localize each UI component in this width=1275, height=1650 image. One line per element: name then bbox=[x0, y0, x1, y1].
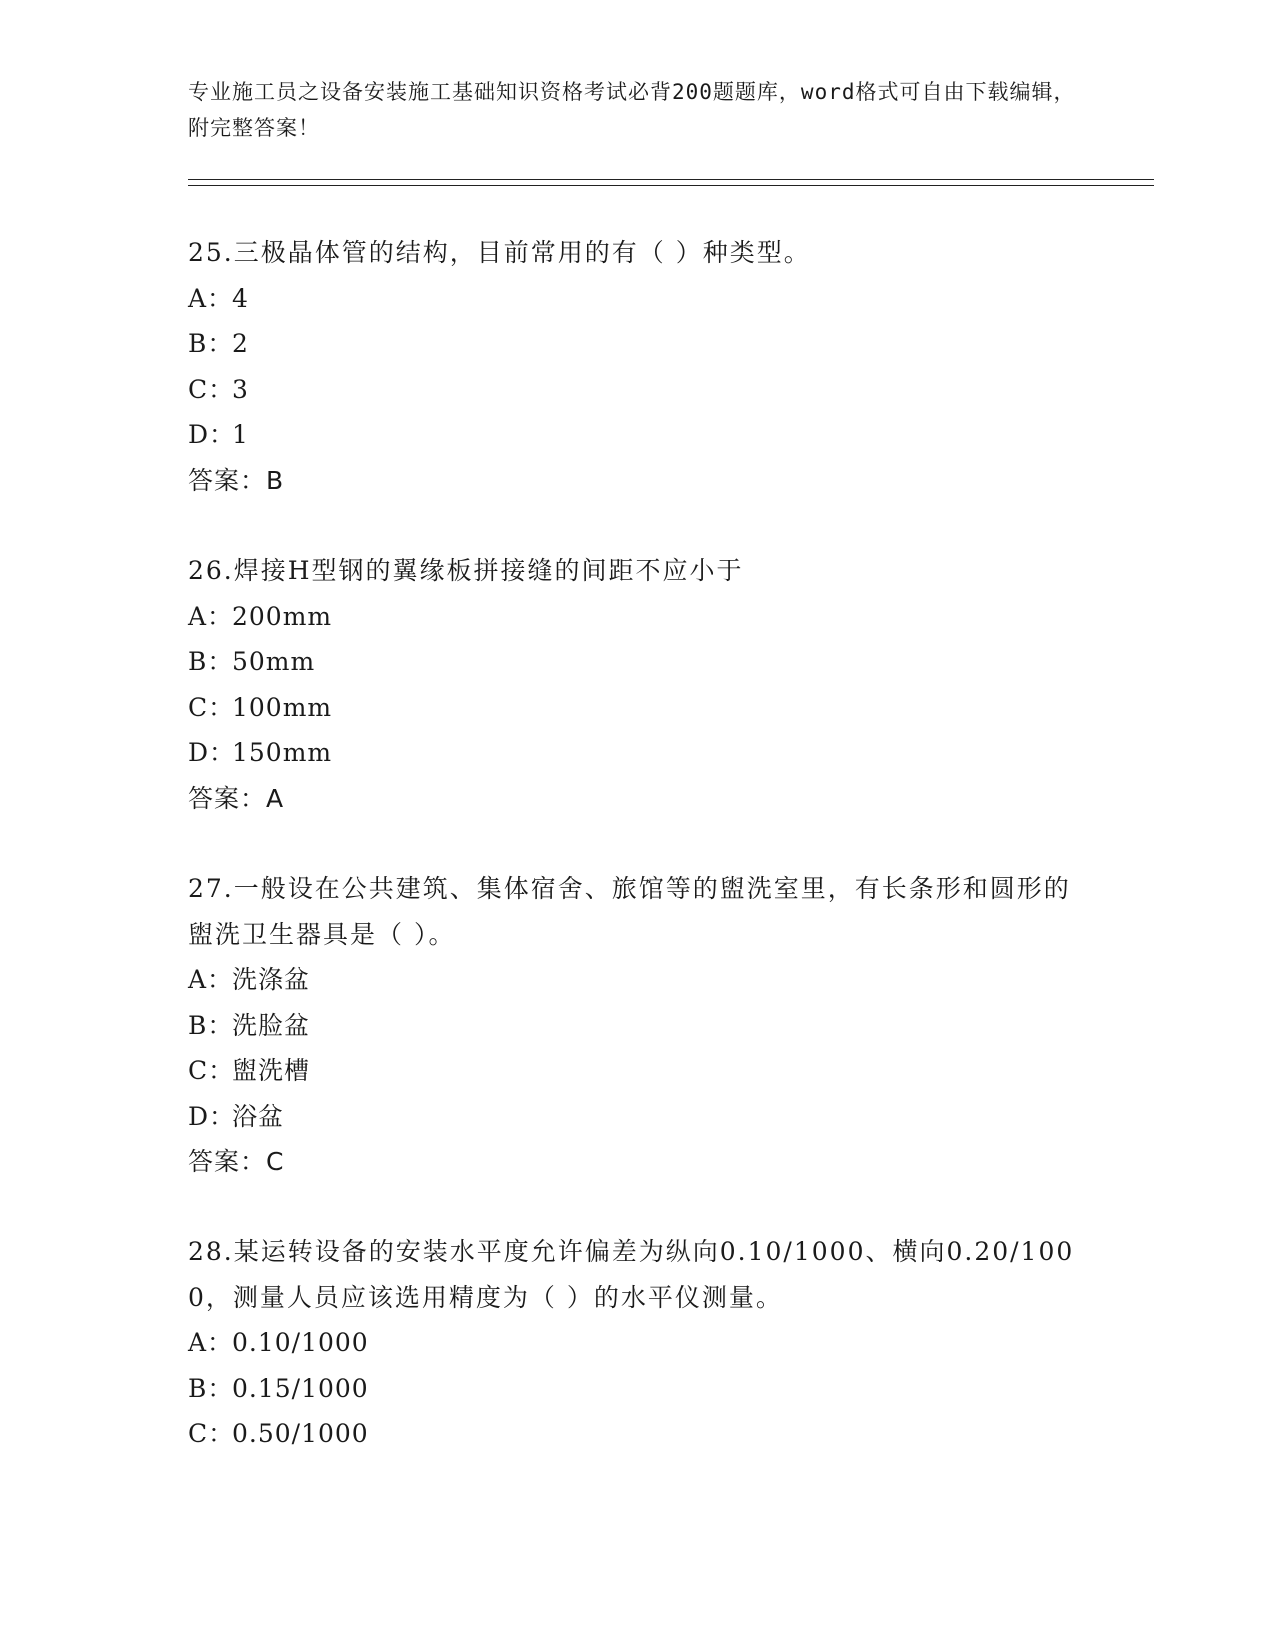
option-a bbox=[188, 276, 1088, 322]
option-text: 50mm bbox=[232, 647, 316, 676]
option-a bbox=[188, 594, 1088, 640]
option-letter: D： bbox=[188, 420, 236, 449]
option-d bbox=[188, 412, 1088, 458]
option-c bbox=[188, 685, 1088, 731]
option-text: 2 bbox=[232, 329, 249, 358]
option-text: 0.50/1000 bbox=[232, 1419, 369, 1448]
question-stem: 28.某运转设备的安装水平度允许偏差为纵向0.10/1000、横向0.20/1000，测量人员应该选用精度为（ ）的水平仪测量。 bbox=[188, 1237, 1075, 1312]
option-letter: C： bbox=[188, 692, 235, 722]
answer-line: 答案：A bbox=[188, 783, 285, 813]
option-c bbox=[188, 367, 1088, 413]
option-b bbox=[188, 639, 1088, 685]
header-divider-top bbox=[188, 179, 1154, 180]
option-letter: C： bbox=[188, 374, 235, 404]
option-text: 盥洗槽 bbox=[232, 1056, 311, 1085]
option-d bbox=[188, 730, 1088, 776]
option-letter: D： bbox=[188, 738, 236, 767]
option-d bbox=[188, 1094, 1088, 1140]
document-title: 专业施工员之设备安装施工基础知识资格考试必背200题题库，word格式可自由下载编辑，附完整答案！ bbox=[188, 80, 1076, 140]
option-letter: C： bbox=[188, 1056, 235, 1085]
option-b bbox=[188, 1366, 1088, 1412]
option-text: 150mm bbox=[232, 738, 333, 767]
question-25 bbox=[188, 230, 1088, 503]
option-text: 洗脸盆 bbox=[232, 1010, 311, 1040]
option-letter: A： bbox=[188, 283, 234, 313]
option-text: 1 bbox=[232, 420, 249, 449]
option-text: 0.15/1000 bbox=[232, 1373, 369, 1403]
option-c bbox=[188, 1411, 1088, 1457]
option-text: 200mm bbox=[232, 601, 333, 631]
option-text: 浴盆 bbox=[232, 1101, 285, 1131]
option-letter: A： bbox=[188, 601, 234, 631]
header-divider-bottom bbox=[188, 185, 1154, 186]
option-text: 3 bbox=[232, 374, 249, 404]
option-letter: C： bbox=[188, 1419, 235, 1448]
answer-line: 答案：C bbox=[188, 1147, 285, 1176]
option-text: 洗涤盆 bbox=[232, 965, 311, 994]
option-letter: A： bbox=[188, 965, 234, 994]
option-letter: B： bbox=[188, 1373, 234, 1403]
option-b bbox=[188, 321, 1088, 367]
option-letter: D： bbox=[188, 1101, 236, 1131]
option-letter: B： bbox=[188, 1010, 234, 1040]
option-c bbox=[188, 1048, 1088, 1094]
question-stem: 25.三极晶体管的结构，目前常用的有（ ）种类型。 bbox=[188, 238, 811, 267]
option-text: 100mm bbox=[232, 692, 333, 722]
option-letter: B： bbox=[188, 647, 234, 676]
option-letter: A： bbox=[188, 1328, 234, 1357]
question-stem: 26.焊接H型钢的翼缘板拼接缝的间距不应小于 bbox=[188, 556, 744, 585]
option-a bbox=[188, 957, 1088, 1003]
answer-line: 答案：B bbox=[188, 465, 285, 495]
option-text: 4 bbox=[232, 283, 249, 313]
option-letter: B： bbox=[188, 329, 234, 358]
question-27 bbox=[188, 866, 1088, 1185]
option-a bbox=[188, 1320, 1088, 1366]
option-text: 0.10/1000 bbox=[232, 1328, 369, 1357]
question-stem: 27.一般设在公共建筑、集体宿舍、旅馆等的盥洗室里，有长条形和圆形的盥洗卫生器具是（ ）。 bbox=[188, 874, 1071, 949]
question-28 bbox=[188, 1229, 1088, 1457]
question-26 bbox=[188, 548, 1088, 821]
option-b bbox=[188, 1003, 1088, 1049]
